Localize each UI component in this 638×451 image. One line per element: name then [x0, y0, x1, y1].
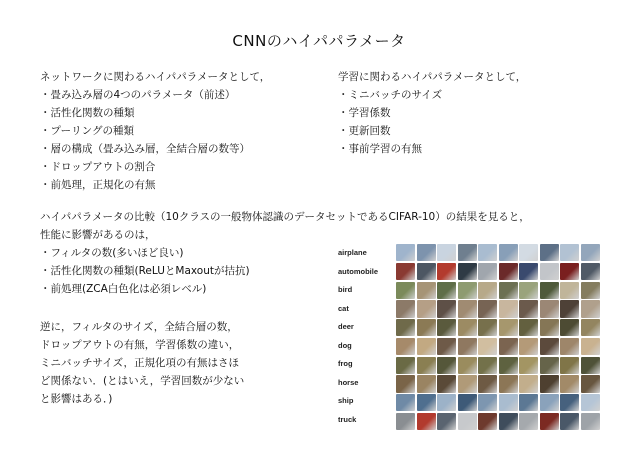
list-item: ・ドロップアウトの割合: [40, 161, 156, 173]
thumbnail-automobile: [478, 263, 497, 280]
paragraph-line: ミニバッチサイズ，正規化項の有無はさほ: [40, 357, 239, 369]
thumbnail-frog: [478, 357, 497, 374]
paragraph-line: と影響はある．): [40, 393, 113, 405]
thumbnail-horse: [581, 375, 600, 392]
thumbnail-deer: [499, 319, 518, 336]
training-hyperparameters-list: [338, 68, 526, 158]
list-item: ・畳み込み層の4つのパラメータ（前述）: [40, 89, 236, 101]
thumbnail-cat: [560, 300, 579, 317]
thumbnail-airplane: [560, 244, 579, 261]
network-hyperparameters-list: [40, 68, 270, 194]
thumbnail-automobile: [560, 263, 579, 280]
list-heading: ネットワークに関わるハイパパラメータとして，: [40, 71, 271, 83]
thumbnail-truck: [437, 413, 456, 430]
thumbnail-dog: [540, 338, 559, 355]
thumbnail-frog: [540, 357, 559, 374]
thumbnail-ship: [540, 394, 559, 411]
thumbnail-airplane: [581, 244, 600, 261]
thumbnail-truck: [458, 413, 477, 430]
cifar10-class-labels: [338, 244, 396, 429]
list-item: ・前処理，正規化の有無: [40, 179, 156, 191]
class-label-horse: horse: [338, 377, 359, 387]
thumbnail-dog: [519, 338, 538, 355]
list-item: ・事前学習の有無: [338, 143, 422, 155]
thumbnail-cat: [540, 300, 559, 317]
thumbnail-bird: [458, 282, 477, 299]
thumbnail-automobile: [396, 263, 415, 280]
thumbnail-automobile: [458, 263, 477, 280]
thumbnail-ship: [478, 394, 497, 411]
thumbnail-horse: [478, 375, 497, 392]
thumbnail-ship: [560, 394, 579, 411]
thumbnail-horse: [458, 375, 477, 392]
thumbnail-truck: [396, 413, 415, 430]
thumbnail-automobile: [499, 263, 518, 280]
thumbnail-truck: [560, 413, 579, 430]
class-label-ship: ship: [338, 396, 354, 405]
thumbnail-ship: [417, 394, 436, 411]
thumbnail-airplane: [478, 244, 497, 261]
list-item: ・更新回数: [338, 125, 391, 137]
thumbnail-cat: [499, 300, 518, 317]
thumbnail-deer: [437, 319, 456, 336]
list-item: ・プーリングの種類: [40, 125, 134, 137]
thumbnail-bird: [417, 282, 436, 299]
thumbnail-frog: [560, 357, 579, 374]
list-item: ・前処理(ZCA白色化は必須レベル): [40, 283, 207, 295]
thumbnail-airplane: [396, 244, 415, 261]
thumbnail-ship: [437, 394, 456, 411]
class-label-dog: dog: [338, 340, 352, 350]
thumbnail-frog: [417, 357, 436, 374]
thumbnail-airplane: [458, 244, 477, 261]
paragraph-line: ハイパパラメータの比較（10クラスの一般物体認識のデータセットであるCIFAR-10）の結果を見ると，: [40, 211, 530, 223]
thumbnail-frog: [499, 357, 518, 374]
thumbnail-truck: [499, 413, 518, 430]
thumbnail-truck: [478, 413, 497, 430]
thumbnail-ship: [396, 394, 415, 411]
thumbnail-deer: [458, 319, 477, 336]
thumbnail-deer: [560, 319, 579, 336]
paragraph-line: ドロップアウトの有無，学習係数の違い，: [40, 339, 240, 351]
thumbnail-airplane: [519, 244, 538, 261]
thumbnail-automobile: [581, 263, 600, 280]
thumbnail-bird: [560, 282, 579, 299]
thumbnail-frog: [396, 357, 415, 374]
list-item: ・活性化関数の種類(ReLUとMaxoutが拮抗): [40, 265, 250, 277]
paragraph-line: ど関係ない．(とはいえ，学習回数が少ない: [40, 375, 245, 387]
thumbnail-deer: [417, 319, 436, 336]
class-label-airplane: airplane: [338, 248, 367, 257]
thumbnail-automobile: [417, 263, 436, 280]
thumbnail-deer: [581, 319, 600, 336]
thumbnail-frog: [458, 357, 477, 374]
class-label-truck: truck: [338, 414, 357, 424]
thumbnail-airplane: [499, 244, 518, 261]
thumbnail-dog: [437, 338, 456, 355]
class-label-cat: cat: [338, 303, 349, 313]
thumbnail-cat: [437, 300, 456, 317]
thumbnail-automobile: [437, 263, 456, 280]
thumbnail-cat: [396, 300, 415, 317]
thumbnail-ship: [499, 394, 518, 411]
cifar10-thumbnail-grid: [396, 244, 600, 430]
thumbnail-truck: [581, 413, 600, 430]
cifar10-sample-image: [338, 244, 600, 430]
thumbnail-dog: [417, 338, 436, 355]
thumbnail-bird: [540, 282, 559, 299]
list-item: ・ミニバッチのサイズ: [338, 89, 443, 101]
thumbnail-bird: [581, 282, 600, 299]
thumbnail-truck: [540, 413, 559, 430]
thumbnail-ship: [519, 394, 538, 411]
thumbnail-horse: [437, 375, 456, 392]
thumbnail-cat: [417, 300, 436, 317]
thumbnail-dog: [560, 338, 579, 355]
thumbnail-horse: [396, 375, 415, 392]
thumbnail-airplane: [417, 244, 436, 261]
thumbnail-horse: [417, 375, 436, 392]
class-label-automobile: automobile: [338, 266, 379, 276]
thumbnail-truck: [519, 413, 538, 430]
thumbnail-deer: [540, 319, 559, 336]
conclusion-paragraph: [40, 318, 244, 408]
list-item: ・活性化関数の種類: [40, 107, 135, 119]
thumbnail-ship: [581, 394, 600, 411]
thumbnail-dog: [499, 338, 518, 355]
thumbnail-cat: [458, 300, 477, 317]
thumbnail-deer: [396, 319, 415, 336]
thumbnail-deer: [478, 319, 497, 336]
thumbnail-frog: [581, 357, 600, 374]
thumbnail-cat: [478, 300, 497, 317]
list-item: ・フィルタの数(多いほど良い): [40, 247, 184, 259]
thumbnail-dog: [458, 338, 477, 355]
list-item: ・層の構成（畳み込み層，全結合層の数等）: [40, 143, 250, 155]
slide-title: CNNのハイパパラメータ: [232, 32, 406, 50]
class-label-bird: bird: [338, 285, 353, 294]
thumbnail-bird: [519, 282, 538, 299]
paragraph-line: 逆に，フィルタのサイズ，全結合層の数，: [40, 321, 238, 333]
thumbnail-airplane: [437, 244, 456, 261]
thumbnail-frog: [519, 357, 538, 374]
thumbnail-ship: [458, 394, 477, 411]
thumbnail-horse: [560, 375, 579, 392]
thumbnail-truck: [417, 413, 436, 430]
thumbnail-dog: [396, 338, 415, 355]
thumbnail-automobile: [540, 263, 559, 280]
thumbnail-horse: [540, 375, 559, 392]
thumbnail-horse: [499, 375, 518, 392]
thumbnail-bird: [437, 282, 456, 299]
thumbnail-dog: [478, 338, 497, 355]
thumbnail-deer: [519, 319, 538, 336]
thumbnail-airplane: [540, 244, 559, 261]
class-label-deer: deer: [338, 322, 354, 331]
thumbnail-bird: [499, 282, 518, 299]
thumbnail-bird: [478, 282, 497, 299]
list-heading: 学習に関わるハイパパラメータとして，: [338, 71, 527, 83]
thumbnail-automobile: [519, 263, 538, 280]
class-label-frog: frog: [338, 359, 353, 368]
thumbnail-cat: [581, 300, 600, 317]
list-item: ・学習係数: [338, 107, 391, 119]
thumbnail-horse: [519, 375, 538, 392]
paragraph-line: 性能に影響があるのは，: [40, 229, 156, 241]
thumbnail-dog: [581, 338, 600, 355]
thumbnail-cat: [519, 300, 538, 317]
thumbnail-frog: [437, 357, 456, 374]
thumbnail-bird: [396, 282, 415, 299]
